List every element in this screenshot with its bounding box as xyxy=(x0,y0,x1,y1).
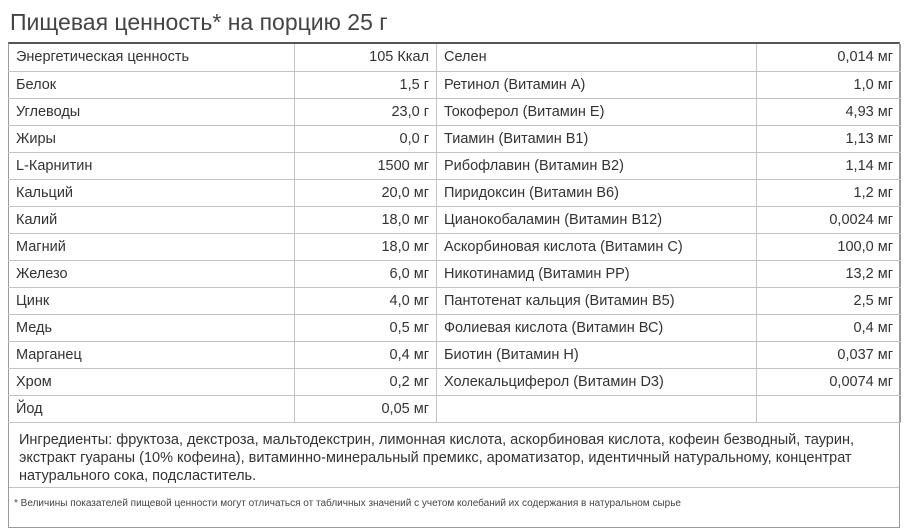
footnote: * Величины показателей пищевой ценности могут отличаться от табличных значений с учетом колебаний их содержания в натуральном сырье xyxy=(14,498,681,509)
nutrient-name: Ретинол (Витамин А) xyxy=(437,71,757,98)
nutrient-name: Аскорбиновая кислота (Витамин С) xyxy=(437,233,757,260)
table-row xyxy=(9,368,901,395)
table-row xyxy=(9,341,901,368)
nutrient-value: 1,0 мг xyxy=(757,71,901,98)
table-row xyxy=(9,260,901,287)
nutrient-value: 18,0 мг xyxy=(295,233,437,260)
nutrient-value: 13,2 мг xyxy=(757,260,901,287)
nutrition-table xyxy=(8,44,901,423)
nutrient-value: 1,5 г xyxy=(295,71,437,98)
nutrient-value: 0,2 мг xyxy=(295,368,437,395)
nutrient-name: Пантотенат кальция (Витамин В5) xyxy=(437,287,757,314)
nutrient-name: Фолиевая кислота (Витамин ВС) xyxy=(437,314,757,341)
nutrient-name: Углеводы xyxy=(9,98,295,125)
nutrient-name: Кальций xyxy=(9,179,295,206)
table-row xyxy=(9,179,901,206)
nutrient-value: 0,5 мг xyxy=(295,314,437,341)
nutrient-name: Белок xyxy=(9,71,295,98)
nutrition-table-body xyxy=(9,44,901,422)
nutrient-value: 6,0 мг xyxy=(295,260,437,287)
ingredients-text: Ингредиенты: фруктоза, декстроза, мальтодекстрин, лимонная кислота, аскорбиновая кислота, кофеин безводный, таурин, экстракт гуараны (10% кофеина), витаминно-минеральный премикс, ароматизатор, идентичный натуральному, концентрат натурального сока, подсластитель. xyxy=(9,424,899,488)
nutrient-value: 0,0074 мг xyxy=(757,368,901,395)
table-row xyxy=(9,233,901,260)
nutrient-name: Пиридоксин (Витамин В6) xyxy=(437,179,757,206)
nutrient-name: Хром xyxy=(9,368,295,395)
nutrient-value: 0,4 мг xyxy=(757,314,901,341)
page-title: Пищевая ценность* на порцию 25 г xyxy=(10,9,388,35)
nutrient-value: 0,05 мг xyxy=(295,395,437,422)
nutrient-value: 20,0 мг xyxy=(295,179,437,206)
nutrient-value: 4,93 мг xyxy=(757,98,901,125)
nutrient-name: Рибофлавин (Витамин В2) xyxy=(437,152,757,179)
nutrient-value: 4,0 мг xyxy=(295,287,437,314)
nutrient-value: 0,0 г xyxy=(295,125,437,152)
nutrient-name: Никотинамид (Витамин РР) xyxy=(437,260,757,287)
nutrient-name: Медь xyxy=(9,314,295,341)
nutrient-name xyxy=(437,395,757,422)
nutrient-name: Цианокобаламин (Витамин В12) xyxy=(437,206,757,233)
nutrient-name: Железо xyxy=(9,260,295,287)
nutrient-value: 1500 мг xyxy=(295,152,437,179)
nutrient-value: 0,014 мг xyxy=(757,44,901,71)
nutrient-name: Йод xyxy=(9,395,295,422)
nutrient-name: Цинк xyxy=(9,287,295,314)
nutrient-value xyxy=(757,395,901,422)
nutrient-value: 23,0 г xyxy=(295,98,437,125)
nutrient-value: 1,14 мг xyxy=(757,152,901,179)
nutrient-value: 18,0 мг xyxy=(295,206,437,233)
nutrient-value: 0,4 мг xyxy=(295,341,437,368)
table-row xyxy=(9,71,901,98)
nutrient-value: 1,2 мг xyxy=(757,179,901,206)
nutrient-value: 0,037 мг xyxy=(757,341,901,368)
table-row xyxy=(9,206,901,233)
nutrient-value: 105 Ккал xyxy=(295,44,437,71)
nutrient-value: 100,0 мг xyxy=(757,233,901,260)
table-row xyxy=(9,395,901,422)
nutrient-name: Магний xyxy=(9,233,295,260)
table-row xyxy=(9,44,901,71)
table-row xyxy=(9,125,901,152)
nutrient-name: Биотин (Витамин Н) xyxy=(437,341,757,368)
table-row xyxy=(9,152,901,179)
nutrient-name: Калий xyxy=(9,206,295,233)
nutrient-name: Жиры xyxy=(9,125,295,152)
table-row xyxy=(9,98,901,125)
nutrient-name: Селен xyxy=(437,44,757,71)
nutrient-name: Марганец xyxy=(9,341,295,368)
table-row xyxy=(9,287,901,314)
nutrient-value: 0,0024 мг xyxy=(757,206,901,233)
nutrient-name: Тиамин (Витамин В1) xyxy=(437,125,757,152)
nutrient-value: 1,13 мг xyxy=(757,125,901,152)
nutrient-name: Энергетическая ценность xyxy=(9,44,295,71)
nutrient-name: L-Карнитин xyxy=(9,152,295,179)
table-row xyxy=(9,314,901,341)
nutrient-value: 2,5 мг xyxy=(757,287,901,314)
nutrient-name: Холекальциферол (Витамин D3) xyxy=(437,368,757,395)
nutrient-name: Токоферол (Витамин Е) xyxy=(437,98,757,125)
